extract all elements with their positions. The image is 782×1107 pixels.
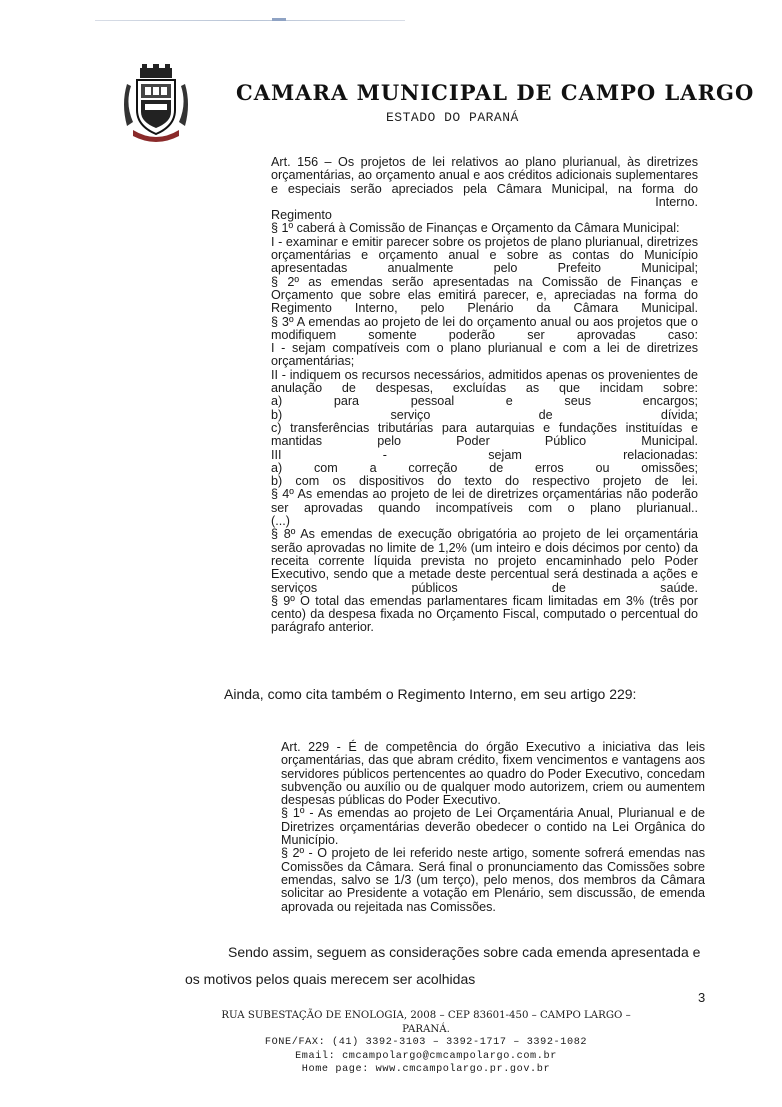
quote-line: I - examinar e emitir parecer sobre os projetos de plano plurianual, diretrizes	[271, 234, 698, 249]
quote-line: receita corrente líquida prevista no projeto encaminhado pelo Poder	[271, 553, 698, 568]
quote-line: parágrafo anterior.	[271, 620, 374, 635]
quote-line: aprovada ou rejeitada nas Comissões.	[281, 899, 496, 914]
quote-article-156	[271, 156, 698, 635]
quote-line: modifiquem somente poderão ser aprovadas caso:	[271, 327, 698, 342]
scan-artifact-mark	[272, 18, 286, 21]
quote-line: III - sejam relacionadas:	[271, 447, 698, 462]
quote-line: § 3º A emendas ao projeto de lei do orçamento anual ou aos projetos que o	[271, 314, 698, 329]
quote-line: Interno.	[655, 194, 698, 209]
quote-line: a) com a correção de erros ou omissões;	[271, 460, 698, 475]
quote-line: b) com os dispositivos do texto do respectivo projeto de lei.	[271, 474, 698, 489]
footer-homepage: Home page: www.cmcampolargo.pr.gov.br	[301, 1064, 551, 1075]
quote-line: § 9º O total das emendas parlamentares ficam limitadas em 3% (três por	[271, 593, 698, 608]
quote-line: Art. 229 - É de competência do órgão Executivo a iniciativa das leis	[281, 740, 705, 754]
quote-line: Comissões da Câmara. Será final o pronunciamento das Comissões sobre	[281, 859, 705, 874]
scan-artifact-line	[95, 20, 405, 21]
quote-line: orçamentárias e orçamento anual e sobre as contas do Município	[271, 248, 698, 263]
quote-line: § 1º - As emendas ao projeto de Lei Orçamentária Anual, Plurianual e de	[281, 806, 705, 821]
header-subtitle: ESTADO DO PARANÁ	[386, 110, 519, 125]
quote-line: § 4º As emendas ao projeto de lei de diretrizes orçamentárias não poderão	[271, 487, 698, 502]
intro-paragraph-art-229: Ainda, como cita também o Regimento Interno, em seu artigo 229:	[224, 686, 637, 702]
quote-line: Regimento	[271, 208, 332, 223]
footer-address: RUA SUBESTAÇÃO DE ENOLOGIA, 2008 – CEP 83601-450 – CAMPO LARGO – PARANÁ.	[221, 1010, 631, 1035]
quote-line: ser aprovadas quando incompatíveis com o plano plurianual..	[271, 500, 698, 515]
quote-line: e especiais serão apreciados pela Câmara Municipal, na forma do	[271, 181, 698, 196]
quote-line: b) serviço de dívida;	[271, 407, 698, 422]
quote-line: Diretrizes orçamentárias deverão obedecer o contido na Lei Orgânica do	[281, 819, 705, 834]
quote-line: cento) da despesa fixada no Orçamento Fiscal, computado o percentual do	[271, 607, 698, 622]
letterhead-footer	[196, 1009, 656, 1077]
quote-line: a) para pessoal e seus encargos;	[271, 394, 698, 409]
quote-line: Orçamento que sobre elas emitirá parecer, e, apreciadas na forma do	[271, 287, 698, 302]
quote-line: orçamentárias;	[271, 354, 355, 369]
quote-line: c) transferências tributárias para autarquias e fundações instituídas e	[271, 420, 698, 435]
quote-line: § 2º - O projeto de lei referido neste artigo, somente sofrerá emendas nas	[281, 846, 705, 861]
conclusion-line-1: Sendo assim, seguem as considerações sobre cada emenda apresentada e	[228, 944, 701, 960]
quote-line: Executivo, sendo que a metade deste percentual será destinada a ações e	[271, 567, 698, 582]
quote-line: I - sejam compatíveis com o plano plurianual e com a lei de diretrizes	[271, 341, 698, 356]
footer-email: Email: cmcampolargo@cmcampolargo.com.br	[295, 1050, 557, 1062]
quote-line: serão aprovadas no limite de 1,2% (um inteiro e dois décimos por cento) da	[271, 540, 698, 555]
quote-line: anulação de despesas, excluídas as que incidam sobre:	[271, 381, 698, 396]
quote-line: servidores públicos pertencentes ao quadro do Poder Executivo, concedam	[281, 766, 705, 781]
quote-line: orçamentárias, ao orçamento anual e aos créditos adicionais suplementares	[271, 168, 698, 183]
quote-line: emendas, salvo se 1/3 (um terço), pelo menos, dos membros da Câmara	[281, 872, 705, 887]
quote-line: (...)	[271, 514, 290, 529]
quote-line: II - indiquem os recursos necessários, admitidos apenas os provenientes de	[271, 367, 698, 382]
quote-line: Regimento Interno, pelo Plenário da Câmara Municipal.	[271, 301, 698, 316]
quote-line: subvenção ou auxílio ou de qualquer modo autorizem, criem ou aumentem	[281, 779, 705, 794]
footer-phone: FONE/FAX: (41) 3392-3103 – 3392-1717 – 3392-1082	[264, 1037, 588, 1048]
conclusion-line-2: os motivos pelos quais merecem ser acolhidas	[185, 971, 476, 987]
quote-line: § 2º as emendas serão apresentadas na Comissão de Finanças e	[271, 274, 698, 289]
municipal-crest-icon	[123, 64, 189, 144]
quote-line: § 8º As emendas de execução obrigatória ao projeto de lei orçamentária	[271, 527, 698, 542]
quote-line: § 1º caberá à Comissão de Finanças e Orçamento da Câmara Municipal:	[271, 221, 680, 236]
header-title: CAMARA MUNICIPAL DE CAMPO LARGO	[236, 80, 755, 105]
quote-line: despesas públicas do Poder Executivo.	[281, 793, 501, 808]
quote-article-229	[281, 741, 705, 914]
quote-line: solicitar ao Presidente a votação em Plenário, sem discussão, de emenda	[281, 886, 705, 901]
quote-line: serviços públicos de saúde.	[271, 580, 698, 595]
quote-line: Município.	[281, 833, 339, 848]
quote-line: mantidas pelo Poder Público Municipal.	[271, 434, 698, 449]
quote-line: apresentadas anualmente pelo Prefeito Municipal;	[271, 261, 698, 276]
quote-line: orçamentárias, das que abram crédito, fixem vencimentos e vantagens aos	[281, 753, 705, 768]
quote-line: Art. 156 – Os projetos de lei relativos ao plano plurianual, às diretrizes	[271, 155, 698, 169]
page-number: 3	[698, 990, 706, 1005]
